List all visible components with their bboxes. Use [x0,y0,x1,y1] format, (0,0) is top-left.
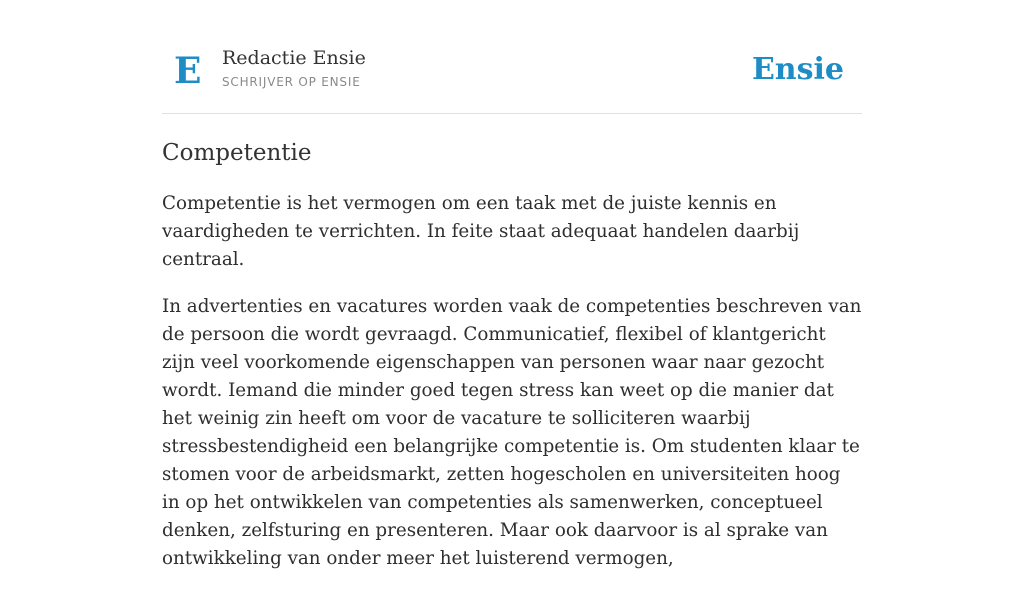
article-header [162,0,862,114]
author-role: SCHRIJVER OP ENSIE [222,75,361,89]
article-container [162,0,862,569]
article-title: Competentie [162,140,312,166]
author-avatar-logo[interactable]: E [174,50,202,92]
author-name[interactable]: Redactie Ensie [222,47,366,69]
article-body [162,190,862,592]
article-paragraph: Competentie is het vermogen om een taak met de juiste kennis en vaardigheden te verrichten. In feite staat adequaat handelen daarbij centraal. [162,193,800,270]
article-paragraph: In advertenties en vacatures worden vaak de competenties beschreven van de persoon die wordt gevraagd. Communicatief, flexibel of klantgericht zijn veel voorkomende eigenschappen van personen waar naar gezocht wordt. Iemand die minder goed tegen stress kan weet op die manier dat het weinig zin heeft om voor de vacature te solliciteren waarbij stressbestendigheid een belangrijke competentie is. Om studenten klaar te stomen voor de arbeidsmarkt, zetten hogescholen en universiteiten hoog in op het ontwikkelen van competenties als samenwerken, conceptueel denken, zelfsturing en presenteren. Maar ook daarvoor is al sprake van ontwikkeling van onder meer het luisterend vermogen, [162,296,862,569]
brand-logo[interactable]: Ensie [751,52,844,87]
